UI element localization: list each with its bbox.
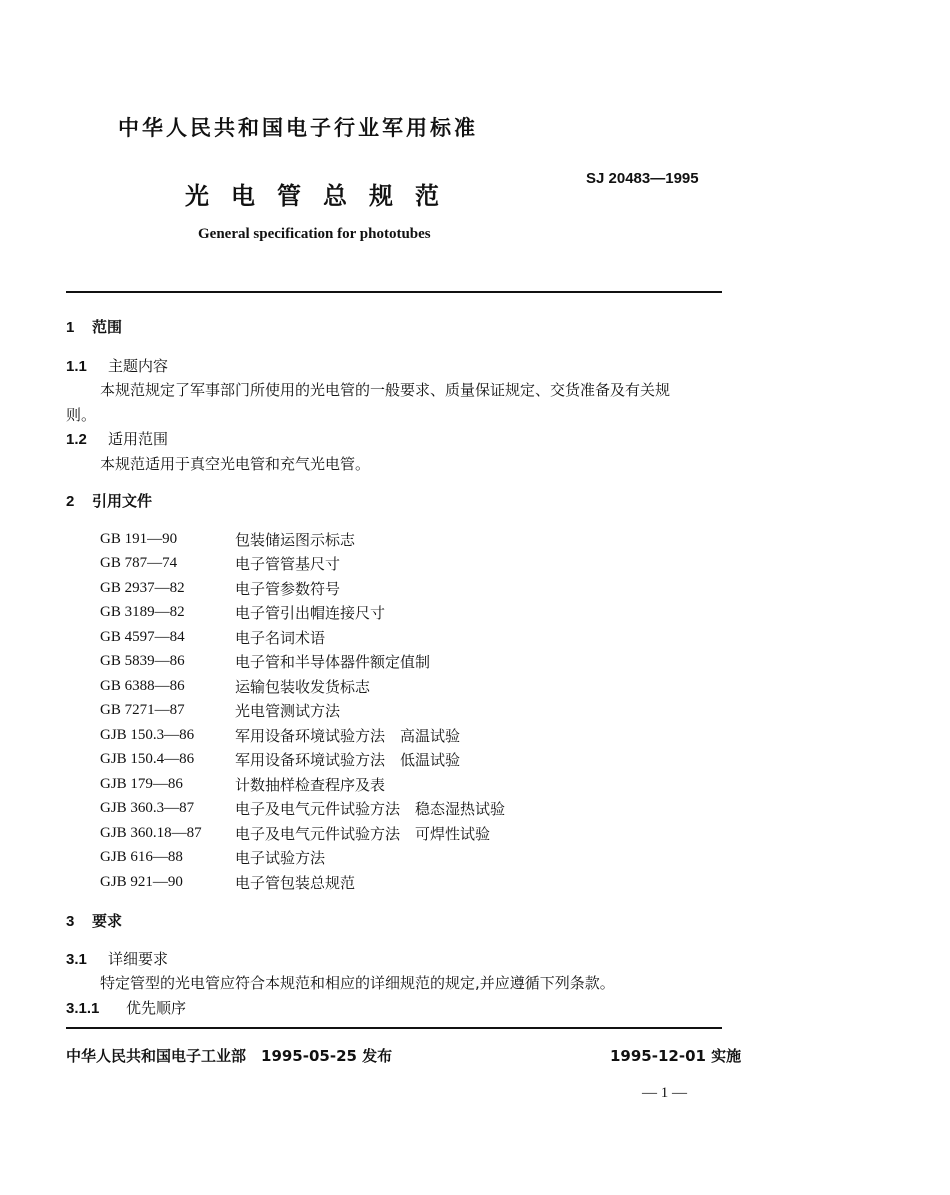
reference-item — [100, 797, 505, 822]
section-title: 详细要求 — [108, 950, 169, 968]
section-3-1-body: 特定管型的光电管应符合本规范和相应的详细规范的规定,并应遵循下列条款。 — [100, 974, 615, 992]
reference-title: 运输包装收发货标志 — [235, 677, 371, 696]
reference-title: 光电管测试方法 — [235, 702, 341, 721]
footer-rule — [66, 1027, 722, 1029]
reference-code: GB 5839—86 — [100, 653, 185, 670]
reference-code: GJB 150.3—86 — [100, 726, 195, 743]
reference-title: 计数抽样检查程序及表 — [235, 775, 386, 794]
reference-item — [100, 625, 505, 650]
reference-code: GJB 360.3—87 — [100, 800, 195, 817]
section-number: 3.1.1 — [66, 1000, 100, 1017]
section-title: 范围 — [92, 318, 123, 336]
reference-item — [100, 846, 505, 871]
english-title: General specification for phototubes — [198, 226, 431, 242]
reference-code: GB 3189—82 — [100, 604, 185, 621]
reference-title: 电子及电气元件试验方法 稳态湿热试验 — [235, 800, 506, 819]
section-number: 1.2 — [66, 431, 87, 448]
standard-title: 中华人民共和国电子行业军用标准 — [118, 116, 478, 140]
section-number: 2 — [66, 493, 75, 510]
section-3-1-1-heading — [66, 997, 186, 1018]
reference-item — [100, 821, 505, 846]
section-number: 3 — [66, 913, 75, 930]
reference-item — [100, 552, 505, 577]
reference-title: 电子及电气元件试验方法 可焊性试验 — [235, 824, 491, 843]
section-number: 1 — [66, 319, 75, 336]
reference-title: 电子管管基尺寸 — [235, 555, 341, 574]
section-title: 适用范围 — [108, 430, 169, 448]
section-title: 引用文件 — [92, 492, 153, 510]
reference-title: 电子名词术语 — [235, 628, 326, 647]
section-3-1-heading — [66, 948, 168, 969]
reference-item — [100, 748, 505, 773]
reference-item — [100, 870, 505, 895]
reference-item — [100, 674, 505, 699]
reference-code: GB 191—90 — [100, 530, 178, 547]
section-title: 优先顺序 — [126, 999, 187, 1017]
reference-item — [100, 772, 505, 797]
reference-item — [100, 650, 505, 675]
reference-code: GB 6388—86 — [100, 677, 185, 694]
reference-item — [100, 576, 505, 601]
reference-code: GB 787—74 — [100, 555, 178, 572]
reference-code: GJB 150.4—86 — [100, 751, 195, 768]
reference-code: GB 4597—84 — [100, 628, 185, 645]
section-3-heading — [66, 910, 122, 931]
section-1-2-body: 本规范适用于真空光电管和充气光电管。 — [100, 455, 371, 473]
reference-item — [100, 601, 505, 626]
section-1-1-body-line2: 则。 — [66, 406, 97, 424]
reference-code: GB 7271—87 — [100, 702, 185, 719]
header-rule — [66, 291, 722, 293]
section-title: 要求 — [92, 912, 123, 930]
reference-title: 包装储运图示标志 — [235, 530, 356, 549]
page-number: — 1 — — [642, 1085, 687, 1101]
section-2-heading — [66, 490, 152, 511]
effective-date: 1995-12-01 实施 — [610, 1047, 742, 1065]
reference-item — [100, 723, 505, 748]
reference-item — [100, 527, 505, 552]
reference-code: GJB 616—88 — [100, 849, 183, 866]
reference-title: 电子管引出帽连接尺寸 — [235, 604, 386, 623]
section-1-1-body-line1: 本规范规定了军事部门所使用的光电管的一般要求、质量保证规定、交货准备及有关规 — [100, 381, 671, 399]
reference-code: GB 2937—82 — [100, 579, 185, 596]
reference-item — [100, 699, 505, 724]
reference-title: 军用设备环境试验方法 高温试验 — [235, 726, 461, 745]
reference-code: GJB 360.18—87 — [100, 824, 202, 841]
section-number: 3.1 — [66, 951, 87, 968]
section-title: 主题内容 — [108, 357, 169, 375]
standard-code: SJ 20483—1995 — [586, 170, 699, 187]
reference-title: 电子管包装总规范 — [235, 873, 356, 892]
section-1-1-heading — [66, 355, 168, 376]
section-number: 1.1 — [66, 358, 87, 375]
section-1-2-heading — [66, 428, 168, 449]
reference-list — [100, 527, 505, 895]
reference-code: GJB 179—86 — [100, 775, 183, 792]
reference-title: 军用设备环境试验方法 低温试验 — [235, 751, 461, 770]
section-1-heading — [66, 316, 122, 337]
reference-title: 电子管参数符号 — [235, 579, 341, 598]
issuer-line: 中华人民共和国电子工业部 1995-05-25 发布 — [66, 1047, 393, 1065]
reference-title: 电子管和半导体器件额定值制 — [235, 653, 431, 672]
reference-code: GJB 921—90 — [100, 873, 183, 890]
document-title: 光电管总规范 — [185, 182, 461, 210]
reference-title: 电子试验方法 — [235, 849, 326, 868]
